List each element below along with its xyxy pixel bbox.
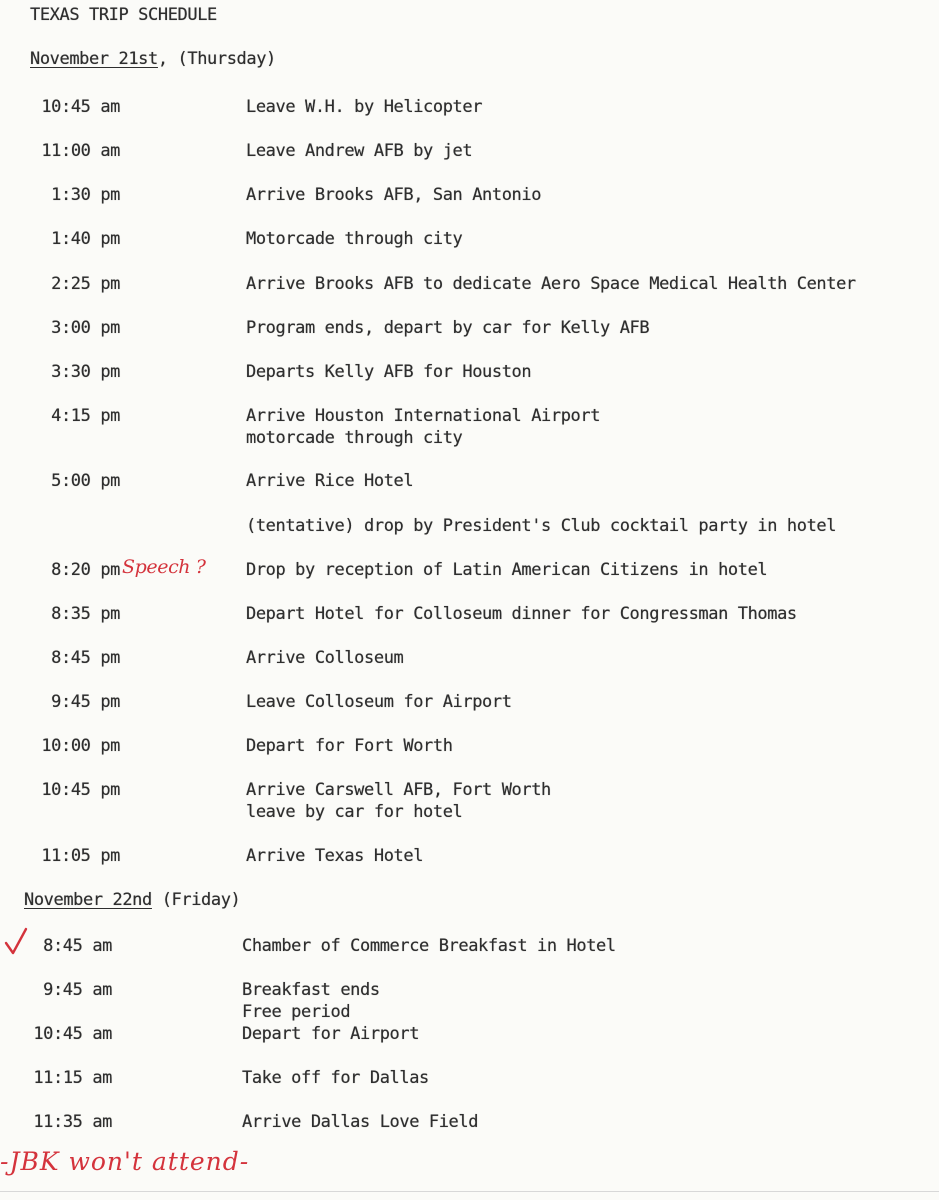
entry-description: Depart for Airport	[242, 1024, 420, 1044]
entry-description: Leave Andrew AFB by jet	[246, 141, 473, 161]
entry-time: 8:20 pm	[51, 560, 120, 580]
entry-time: 1:40 pm	[51, 229, 120, 249]
entry-description: Arrive Texas Hotel	[246, 846, 424, 866]
document-title: TEXAS TRIP SCHEDULE	[30, 5, 217, 25]
entry-time: 10:45 am	[33, 1024, 112, 1044]
checkmark-icon	[4, 926, 28, 956]
entry-description: Breakfast ends Free period	[242, 980, 380, 1022]
entry-description: Motorcade through city	[246, 229, 463, 249]
entry-time: 8:45 pm	[51, 648, 120, 668]
entry-description: Chamber of Commerce Breakfast in Hotel	[242, 936, 616, 956]
entry-time: 11:35 am	[33, 1112, 112, 1132]
entry-description: Arrive Brooks AFB, San Antonio	[246, 185, 542, 205]
day-heading-date: November 21st	[30, 49, 158, 69]
handwritten-speech-note: Speech ?	[122, 556, 206, 578]
entry-time: 3:00 pm	[51, 318, 120, 338]
entry-time: 10:45 pm	[41, 780, 120, 800]
entry-description: Program ends, depart by car for Kelly AFB	[246, 318, 650, 338]
handwritten-jbk-note: -JBK won't attend-	[0, 1147, 250, 1176]
day-heading-weekday: (Friday)	[151, 890, 241, 910]
entry-time: 11:15 am	[33, 1068, 112, 1088]
day-heading-date: November 22nd	[24, 890, 152, 910]
entry-description: Arrive Houston International Airport motorcade through city	[246, 406, 601, 448]
entry-time: 8:45 am	[43, 936, 112, 956]
day-heading-nov21	[30, 48, 276, 70]
entry-time: 3:30 pm	[51, 362, 120, 382]
entry-time: 10:00 pm	[41, 736, 120, 756]
entry-description: Arrive Carswell AFB, Fort Worth leave by car for hotel	[246, 780, 551, 822]
entry-description: Take off for Dallas	[242, 1068, 429, 1088]
entry-time: 4:15 pm	[51, 406, 120, 426]
entry-description: Departs Kelly AFB for Houston	[246, 362, 532, 382]
entry-description: Drop by reception of Latin American Citizens in hotel	[246, 560, 768, 580]
entry-description: Arrive Brooks AFB to dedicate Aero Space Medical Health Center	[246, 274, 856, 294]
day-heading-weekday: , (Thursday)	[157, 49, 276, 69]
entry-time: 9:45 pm	[51, 692, 120, 712]
entry-description: Depart for Fort Worth	[246, 736, 453, 756]
entry-description: (tentative) drop by President's Club cocktail party in hotel	[246, 516, 837, 536]
entry-time: 11:05 pm	[41, 846, 120, 866]
entry-time: 9:45 am	[43, 980, 112, 1000]
entry-time: 8:35 pm	[51, 604, 120, 624]
entry-description: Depart Hotel for Colloseum dinner for Congressman Thomas	[246, 604, 797, 624]
entry-time: 5:00 pm	[51, 471, 120, 491]
entry-time: 11:00 am	[41, 141, 120, 161]
entry-description: Arrive Dallas Love Field	[242, 1112, 479, 1132]
entry-time: 2:25 pm	[51, 274, 120, 294]
entry-time: 1:30 pm	[51, 185, 120, 205]
day-heading-nov22	[24, 889, 240, 911]
entry-description: Leave Colloseum for Airport	[246, 692, 512, 712]
entry-description: Leave W.H. by Helicopter	[246, 97, 483, 117]
entry-description: Arrive Colloseum	[246, 648, 404, 668]
entry-description: Arrive Rice Hotel	[246, 471, 414, 491]
entry-time: 10:45 am	[41, 97, 120, 117]
